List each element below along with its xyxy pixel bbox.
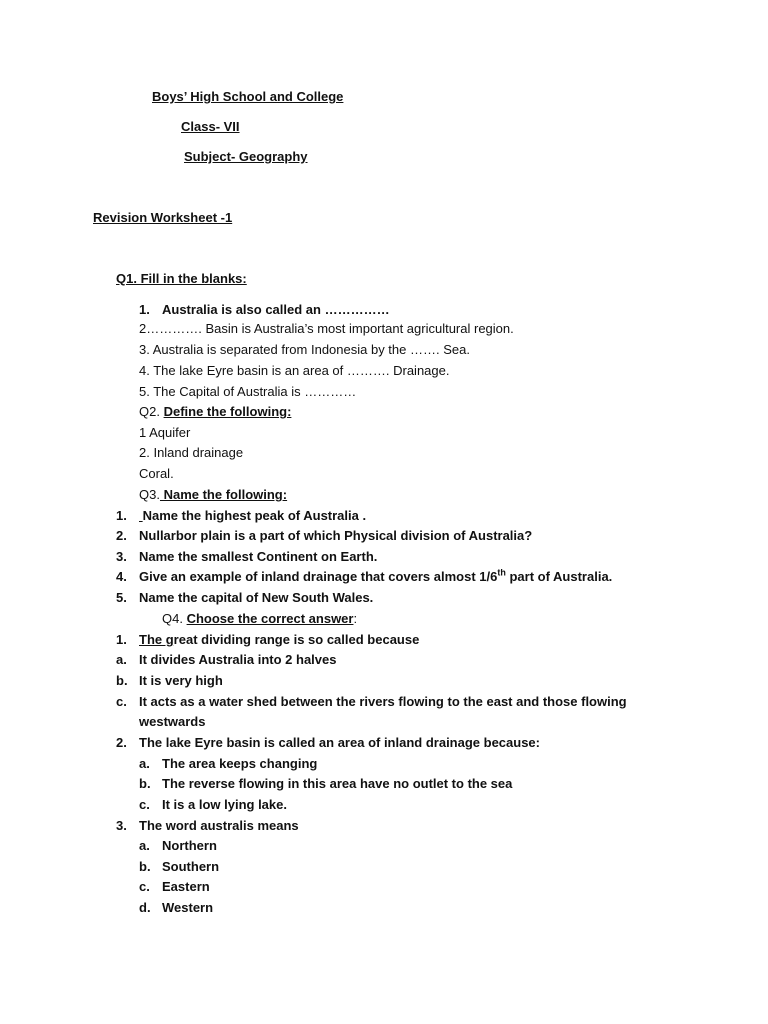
- q4-option: It is very high: [139, 673, 223, 688]
- q1-item: 2…………. Basin is Australia’s most important agricultural region.: [139, 321, 514, 336]
- q2-item: 1 Aquifer: [139, 425, 191, 440]
- q3-item-superscript: th: [497, 567, 506, 578]
- q2-item: Coral.: [139, 466, 174, 481]
- q4-question-number: 2.: [116, 735, 127, 750]
- q3-item: Name the smallest Continent on Earth.: [139, 549, 378, 564]
- q3-item-number: 4.: [116, 569, 127, 584]
- q4-option-letter: c.: [139, 797, 150, 812]
- q4-suffix: :: [353, 611, 358, 626]
- q3-item: Nullarbor plain is a part of which Physical division of Australia?: [139, 528, 533, 543]
- q2-title: Define the following:: [163, 404, 292, 419]
- q4-option: The area keeps changing: [162, 756, 318, 771]
- worksheet-title: Revision Worksheet -1: [93, 210, 233, 225]
- q4-option: It divides Australia into 2 halves: [139, 652, 337, 667]
- q4-option-letter: c.: [139, 879, 150, 894]
- q4-question: The lake Eyre basin is called an area of inland drainage because:: [139, 735, 540, 750]
- q4-option: It is a low lying lake.: [162, 797, 287, 812]
- q4-option-letter: d.: [139, 900, 151, 915]
- q3-heading: [139, 486, 287, 504]
- q3-item-number: 2.: [116, 528, 127, 543]
- q4-question: The word australis means: [139, 818, 299, 833]
- q3-item-text: Give an example of inland drainage that covers almost 1/6: [139, 569, 498, 584]
- q3-title: Name the following:: [159, 487, 288, 502]
- q1-item: Australia is also called an ……………: [162, 302, 390, 317]
- q4-question-text: reat dividing range is so called because: [173, 632, 420, 647]
- q4-option: Northern: [162, 838, 217, 853]
- class-label: Class- VII: [181, 119, 240, 134]
- q1-item: 3. Australia is separated from Indonesia by the ……. Sea.: [139, 342, 470, 357]
- q4-question-number: 3.: [116, 818, 127, 833]
- q3-item-number: 1.: [116, 508, 127, 523]
- q3-item: Name the capital of New South Wales.: [139, 590, 374, 605]
- school-name: Boys’ High School and College: [152, 89, 344, 104]
- q1-item-number: 1.: [139, 302, 150, 317]
- q1-item: 5. The Capital of Australia is …………: [139, 384, 357, 399]
- q4-option: It acts as a water shed between the rivers flowing to the east and those flowing: [139, 694, 627, 709]
- q3-item: [139, 568, 612, 586]
- q3-item-number: 3.: [116, 549, 127, 564]
- q3-item: [139, 507, 366, 525]
- q4-option-letter: a.: [139, 756, 150, 771]
- q3-item-number: 5.: [116, 590, 127, 605]
- q4-option-letter: b.: [116, 673, 128, 688]
- q4-option-letter: c.: [116, 694, 127, 709]
- q4-option: The reverse flowing in this area have no outlet to the sea: [162, 776, 513, 791]
- q4-prefix: Q4.: [162, 611, 187, 626]
- q1-heading: Q1. Fill in the blanks:: [116, 271, 247, 286]
- q4-option-letter: b.: [139, 859, 151, 874]
- q3-item-text: Name the highest peak of Australia .: [142, 508, 367, 523]
- q4-option-letter: a.: [139, 838, 150, 853]
- q4-option-letter: b.: [139, 776, 151, 791]
- q2-prefix: Q2.: [139, 404, 164, 419]
- q4-heading: [162, 610, 357, 628]
- q4-option-continued: westwards: [139, 714, 206, 729]
- q4-option: Southern: [162, 859, 220, 874]
- q4-title: Choose the correct answer: [186, 611, 354, 626]
- q4-question-number: 1.: [116, 632, 127, 647]
- q4-option: Western: [162, 900, 214, 915]
- q2-heading: [139, 403, 291, 421]
- q3-prefix: Q3.: [139, 487, 160, 502]
- subject-label: Subject- Geography: [184, 149, 308, 164]
- q4-question: [139, 631, 419, 649]
- q3-item-text-after: part of Australia.: [505, 569, 613, 584]
- q4-question-underline: The g: [139, 632, 174, 647]
- q4-option: Eastern: [162, 879, 210, 894]
- q4-option-letter: a.: [116, 652, 127, 667]
- q1-item: 4. The lake Eyre basin is an area of ………. Drainage.: [139, 363, 450, 378]
- q2-item: 2. Inland drainage: [139, 445, 244, 460]
